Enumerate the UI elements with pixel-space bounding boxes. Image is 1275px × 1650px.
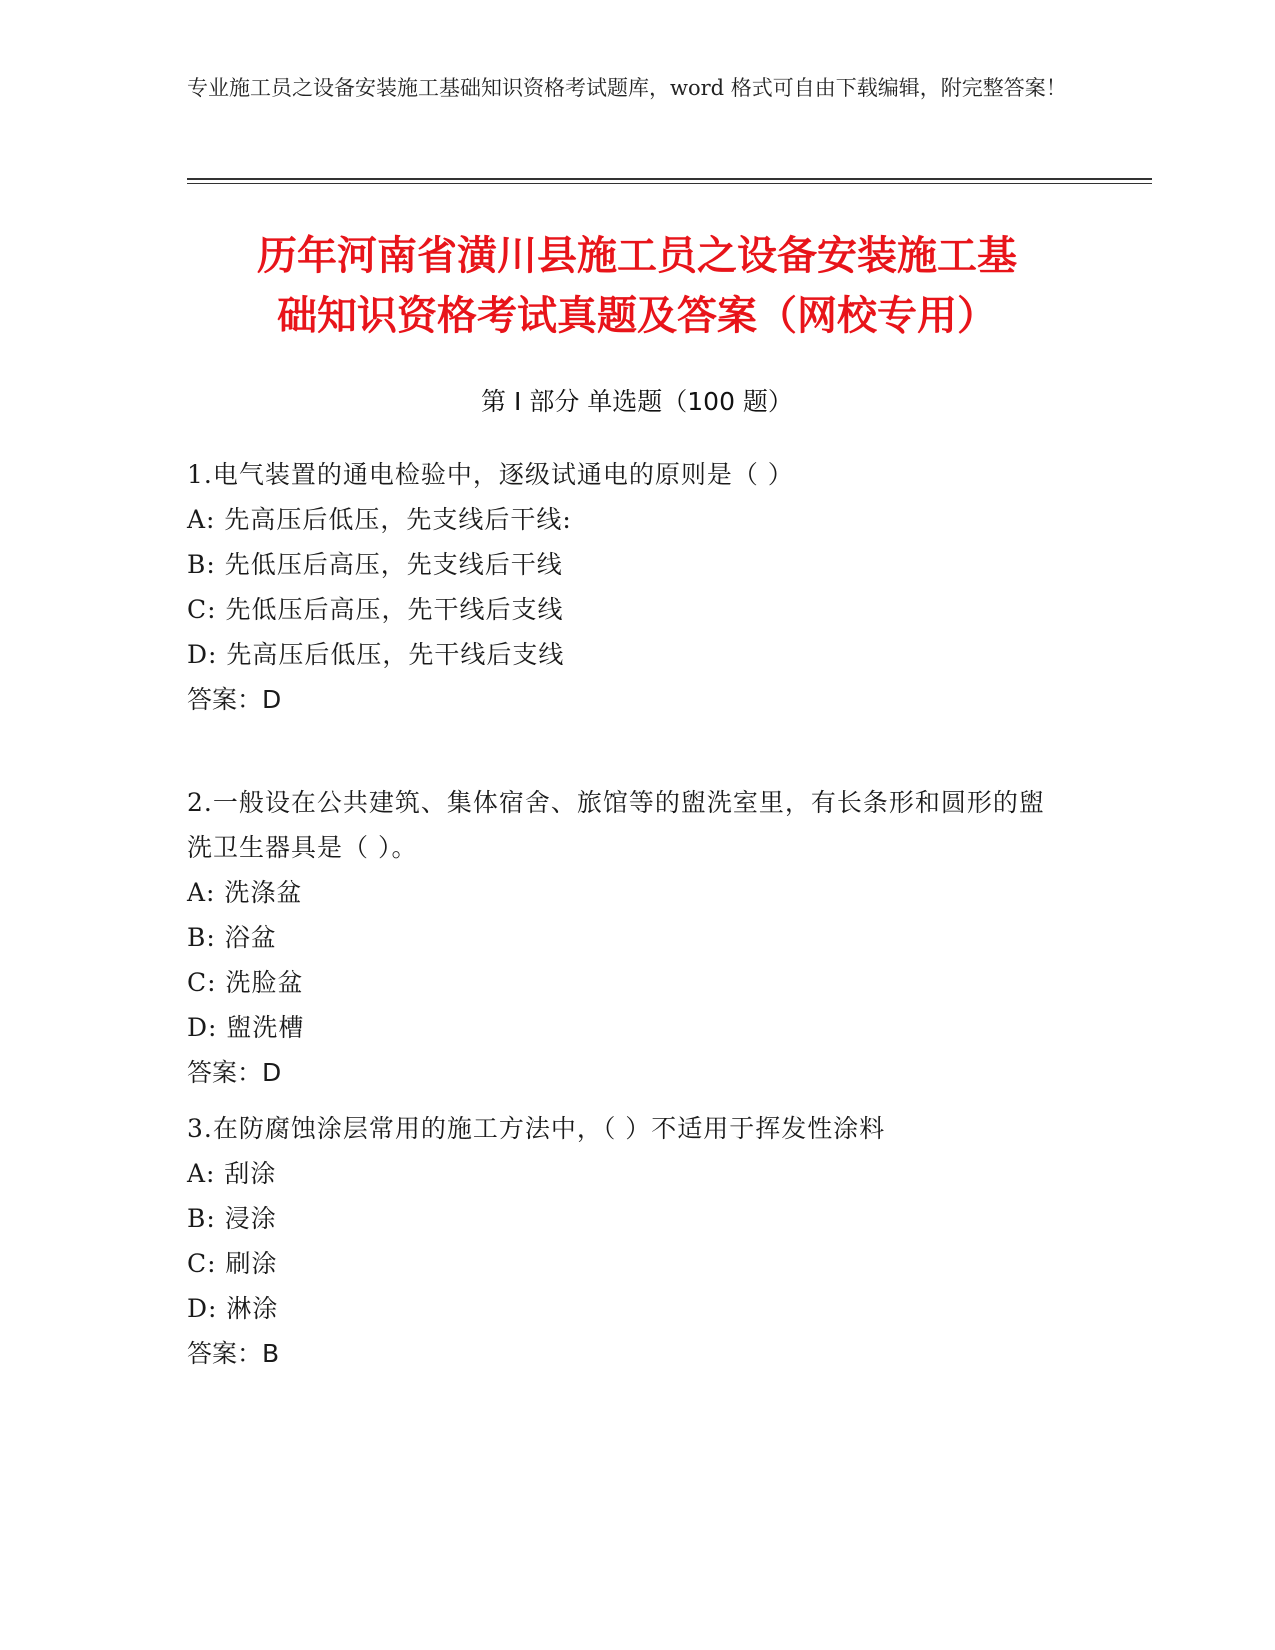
question-stem: 2.一般设在公共建筑、集体宿舍、旅馆等的盥洗室里，有长条形和圆形的盥洗卫生器具是（ ）。: [187, 788, 1045, 862]
question-stem: 3.在防腐蚀涂层常用的施工方法中，（ ）不适用于挥发性涂料: [187, 1114, 886, 1143]
option-a: A: 先高压后低压，先支线后干线:: [187, 505, 572, 534]
question-stem: 1.电气装置的通电检验中，逐级试通电的原则是（ ）: [187, 460, 794, 489]
document-title-line-1: 历年河南省潢川县施工员之设备安装施工基: [257, 233, 1017, 279]
answer: 答案：B: [187, 1339, 280, 1368]
option-d: D: 淋涂: [187, 1294, 279, 1323]
option-a: A: 洗涤盆: [187, 878, 303, 907]
question-2: [187, 780, 1067, 1095]
header-divider-thick: [187, 178, 1152, 180]
question-3: [187, 1106, 1067, 1376]
option-d: D: 盥洗槽: [187, 1013, 305, 1042]
document-title-line-2: 础知识资格考试真题及答案（网校专用）: [277, 293, 997, 339]
option-c: C: 刷涂: [187, 1249, 278, 1278]
option-b: B: 浴盆: [187, 923, 277, 952]
answer: 答案：D: [187, 685, 282, 714]
section-title: 第 I 部分 单选题（100 题）: [481, 387, 793, 416]
option-c: C: 先低压后高压，先干线后支线: [187, 595, 564, 624]
option-c: C: 洗脸盆: [187, 968, 304, 997]
answer: 答案：D: [187, 1058, 282, 1087]
option-d: D: 先高压后低压，先干线后支线: [187, 640, 565, 669]
question-1: [187, 452, 1067, 722]
header-divider-thin: [187, 183, 1152, 184]
document-title: [187, 226, 1087, 346]
header-note: 专业施工员之设备安装施工基础知识资格考试题库，word 格式可自由下载编辑，附完整答案！: [187, 76, 1067, 100]
option-b: B: 浸涂: [187, 1204, 277, 1233]
option-b: B: 先低压后高压，先支线后干线: [187, 550, 563, 579]
option-a: A: 刮涂: [187, 1159, 277, 1188]
